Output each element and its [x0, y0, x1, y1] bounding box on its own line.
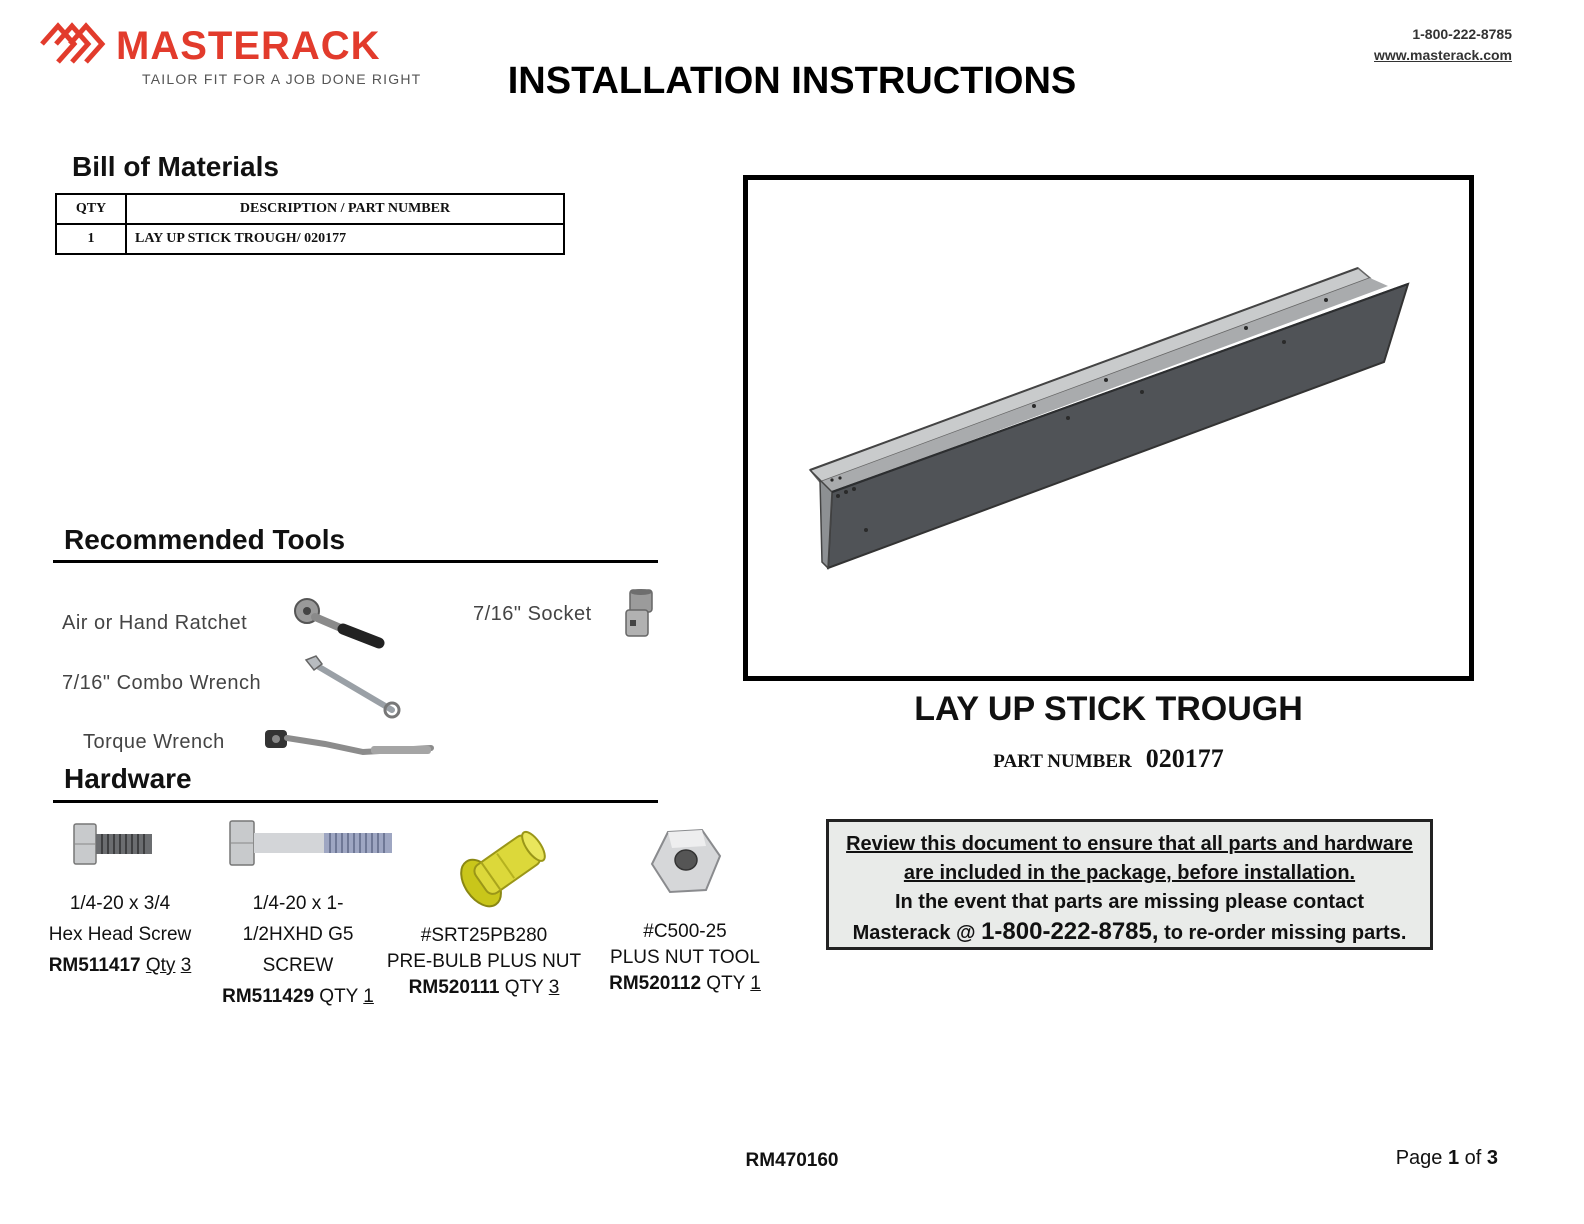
brand-tagline: TAILOR FIT FOR A JOB DONE RIGHT — [142, 71, 422, 87]
hardware-item-long-hex-screw — [198, 888, 398, 1012]
product-image-frame — [743, 175, 1474, 681]
page-of: of — [1459, 1147, 1487, 1169]
bom-cell-description: LAY UP STICK TROUGH/ 020177 — [126, 224, 564, 254]
long-hex-screw-icon — [228, 818, 396, 868]
document-code: RM470160 — [745, 1150, 839, 1171]
tool-label-ratchet: Air or Hand Ratchet — [62, 612, 248, 634]
hardware-qty-label: QTY — [504, 977, 544, 998]
hardware-item-line: 1/4-20 x 3/4 — [69, 893, 171, 914]
page-number — [1396, 1147, 1498, 1170]
bom-heading: Bill of Materials — [72, 151, 279, 182]
hardware-item-part — [20, 950, 220, 981]
part-number-line — [743, 744, 1474, 774]
hardware-item-line: 1/2HXHD G5 — [242, 924, 354, 945]
tool-label-socket: 7/16" Socket — [473, 603, 592, 625]
hardware-qty: 3 — [548, 977, 560, 998]
hardware-item-line: SCREW — [262, 955, 334, 976]
part-number-value: 020177 — [1145, 744, 1224, 773]
bom-cell-qty: 1 — [56, 224, 126, 254]
hardware-item-hex-screw — [20, 888, 220, 981]
bom-table — [55, 193, 565, 255]
hardware-qty: 1 — [363, 986, 374, 1007]
hardware-item-plus-nut-tool — [585, 916, 785, 999]
hardware-part-number: RM520111 — [408, 977, 500, 998]
torque-wrench-icon — [263, 724, 435, 760]
tool-label-combo-wrench: 7/16" Combo Wrench — [62, 672, 262, 694]
hardware-part-number: RM520112 — [609, 973, 702, 994]
page-prefix: Page — [1395, 1147, 1448, 1169]
notice-contact-suffix: to re-order missing parts. — [1158, 922, 1407, 944]
hardware-item-part — [198, 981, 398, 1012]
hardware-item-line: PLUS NUT TOOL — [610, 947, 760, 968]
part-number-label: PART NUMBER — [993, 751, 1132, 772]
ratchet-icon — [293, 597, 388, 652]
page-current: 1 — [1447, 1147, 1460, 1169]
hardware-divider — [53, 800, 658, 803]
hardware-qty-label: QTY — [319, 986, 359, 1007]
product-name: LAY UP STICK TROUGH — [914, 690, 1303, 728]
hardware-item-part — [384, 972, 584, 1003]
hardware-item-line: PRE-BULB PLUS NUT — [386, 951, 582, 972]
hardware-item-line: #SRT25PB280 — [420, 925, 548, 946]
tools-heading: Recommended Tools — [64, 524, 346, 555]
hardware-item-part — [585, 968, 785, 999]
bom-col-qty: QTY — [56, 194, 126, 224]
hex-screw-icon — [72, 822, 156, 866]
hardware-qty-label: Qty — [145, 955, 176, 976]
hardware-qty: 3 — [180, 955, 192, 976]
tool-label-torque-wrench: Torque Wrench — [83, 731, 225, 753]
hardware-part-number: RM511429 — [222, 986, 315, 1007]
hardware-heading: Hardware — [64, 763, 192, 794]
contact-website-link[interactable]: www.masterack.com — [1374, 47, 1512, 63]
review-notice — [826, 819, 1433, 950]
notice-phone: 1-800-222-8785, — [981, 918, 1159, 945]
bom-header-row — [56, 194, 564, 224]
hardware-part-number: RM511417 — [48, 955, 141, 976]
contact-phone: 1-800-222-8785 — [1412, 26, 1512, 42]
bom-col-description: DESCRIPTION / PART NUMBER — [126, 194, 564, 224]
page-title: INSTALLATION INSTRUCTIONS — [507, 60, 1077, 102]
brand-name: MASTERACK — [116, 24, 381, 68]
hardware-item-plus-nut — [384, 920, 584, 1003]
trough-icon — [748, 180, 1469, 676]
combo-wrench-icon — [304, 654, 402, 720]
hardware-item-line: #C500-25 — [643, 921, 727, 942]
socket-icon — [622, 586, 658, 642]
hardware-qty: 1 — [750, 973, 761, 994]
notice-line-3: In the event that parts are missing please contact — [894, 891, 1365, 913]
page-total: 3 — [1486, 1147, 1498, 1169]
notice-line-4 — [829, 917, 1430, 948]
hardware-item-line: Hex Head Screw — [48, 924, 192, 945]
notice-contact-prefix: Masterack @ — [852, 922, 982, 944]
table-row — [56, 224, 564, 254]
notice-line-2: are included in the package, before installation. — [903, 862, 1356, 884]
plus-nut-tool-icon — [648, 826, 724, 898]
notice-line-1: Review this document to ensure that all parts and hardware — [846, 833, 1413, 855]
hardware-item-line: 1/4-20 x 1- — [252, 893, 344, 914]
hardware-qty-label: QTY — [706, 973, 746, 994]
plus-nut-icon — [448, 822, 560, 912]
tools-divider — [53, 560, 658, 563]
